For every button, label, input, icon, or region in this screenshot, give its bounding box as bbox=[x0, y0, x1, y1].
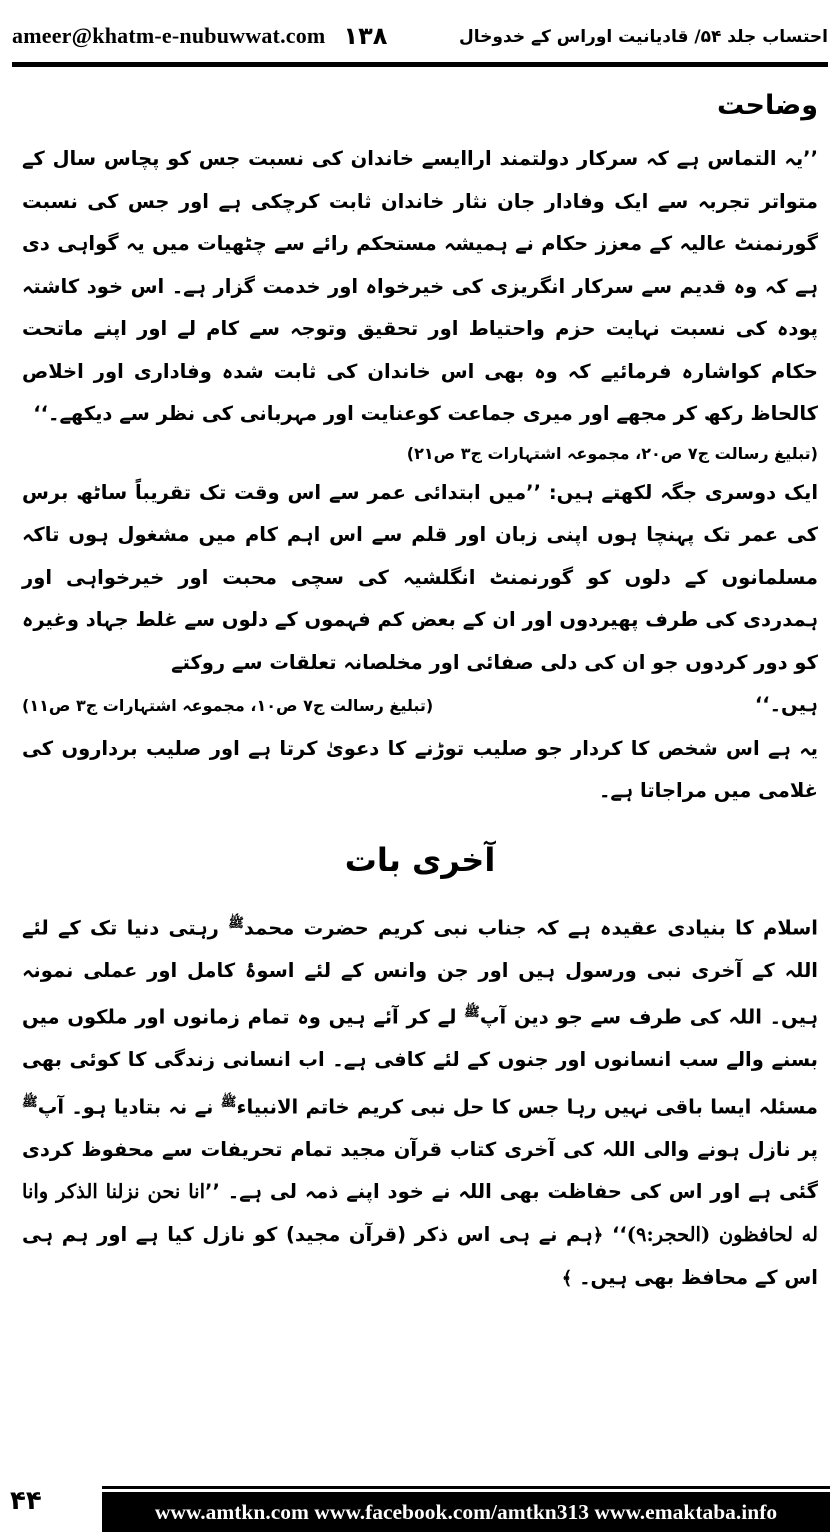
ornament-open: ﴿ bbox=[592, 1224, 604, 1246]
citation-row-2 bbox=[22, 684, 818, 728]
final-text-e: پر نازل ہونے والی اللہ کی آخری کتاب قرآن مجید تمام تحریفات سے محفوظ کردی گئی ہے اور اس کی حفاظت بھی اللہ نے خود اپنے ذمہ لی ہے۔ ’’ bbox=[22, 1137, 818, 1203]
citation-1: (تبلیغ رسالت ج۷ ص۲۰، مجموعہ اشتہارات ج۳ ص۲۱) bbox=[406, 443, 818, 463]
footer-links-bar bbox=[102, 1492, 830, 1532]
header-left-group bbox=[12, 22, 387, 50]
section-heading-wazahat: وضاحت bbox=[716, 90, 818, 121]
quote-close: ‘‘ bbox=[611, 1222, 627, 1246]
final-text-d: نے نہ بتادیا ہو۔ آپ bbox=[37, 1095, 214, 1118]
second-quote-paragraph: ایک دوسری جگہ لکھتے ہیں: ’’میں ابتدائی عمر سے اس وقت تک تقریباً ساٹھ برس کی عمر تک پہنچا ہوں اپنی زبان اور قلم سے اس اہم کام میں مشغول ہوں تاکہ مسلمانوں کے دلوں کو گورنمنٹ انگلشیہ کی سچی محبت اور خیرخواہی اور ہمدردی کی طرف پھیردوں اور ان کے بعض کم فہموں کے دلوں سے غلط جہاد وغیرہ کو دور کردوں جو ان کی دلی صفائی اور مخلصانہ تعلقات سے روکتے bbox=[22, 480, 818, 674]
ornament-close: ﴾ bbox=[561, 1268, 573, 1289]
final-paragraph bbox=[22, 903, 818, 1301]
quran-verse: انا نحن نزلنا الذکر وانا له لحافظون (الحجر:۹) bbox=[22, 1180, 819, 1246]
final-text-c: لے کر آئے ہیں وہ تمام زمانوں اور ملکوں میں بسنے والے سب انسانوں اور جنوں کے لئے کافی ہے۔ اب انسانی زندگی کا کوئی بھی مسئلہ ایسا باقی نہیں رہا جس کا حل نبی کریم خاتم الانبیاء bbox=[22, 1005, 819, 1118]
header-divider bbox=[12, 62, 828, 67]
section-heading-akhri-baat: آخری بات bbox=[344, 840, 496, 879]
citation-2: (تبلیغ رسالت ج۷ ص۱۰، مجموعہ اشتہارات ج۳ ص۱۱) bbox=[22, 696, 434, 715]
header-page-number: ۱۳۸ bbox=[343, 22, 388, 50]
pbuh-symbol: ﷺ bbox=[22, 1094, 38, 1110]
footer-rule bbox=[102, 1486, 830, 1489]
page-footer bbox=[10, 1486, 830, 1534]
pbuh-symbol: ﷺ bbox=[228, 915, 244, 931]
final-text-a: اسلام کا بنیادی عقیدہ ہے کہ جناب نبی کریم حضرت محمد bbox=[243, 916, 818, 939]
header-email: ameer@khatm-e-nubuwwat.com bbox=[12, 23, 326, 48]
quote-paragraph: ’’یہ التماس ہے کہ سرکار دولتمند اراایسے خاندان کی نسبت جس کو پچاس سال کے متواتر تجربہ سے ایک وفادار جان نثار خاندان ثابت کرچکی ہے اور جس کی نسبت گورنمنٹ عالیہ کے معزز حکام نے ہمیشہ مستحکم رائے سے چٹھیات میں یہ گواہی دی ہے کہ وہ قدیم سے سرکار انگریزی کی خیرخواہ اور خدمت گزار ہے۔ اس خود کاشتہ پودہ کی نسبت نہایت حزم واحتیاط اور تحقیق وتوجہ سے کام لے اور اپنے ماتحت حکام کواشارہ فرمائیے کہ وہ بھی اس خاندان کی ثابت شدہ وفاداری اور اخلاص کالحاظ رکھ کر مجھے اور میری جماعت کوعنایت اور مہربانی کی نظر سے دیکھے۔‘‘ bbox=[22, 147, 818, 425]
verse-translation: ہم نے ہی اس ذکر (قرآن مجید) کو نازل کیا ہے اور ہم ہی اس کے محافظ بھی ہیں۔ bbox=[22, 1222, 818, 1289]
footer-links: www.amtkn.com www.facebook.com/amtkn313 www.emaktaba.info bbox=[154, 1499, 778, 1524]
quote-ending: ہیں۔‘‘ bbox=[754, 693, 818, 716]
page-header bbox=[12, 14, 828, 58]
pbuh-symbol: ﷺ bbox=[220, 1094, 237, 1110]
header-book-title: احتساب جلد ۵۴/ قادیانیت اوراس کے خدوخال bbox=[459, 26, 828, 47]
page-body bbox=[22, 78, 818, 1301]
conclusion-paragraph: یہ ہے اس شخص کا کردار جو صلیب توڑنے کا دعویٰ کرتا ہے اور صلیب برداروں کی غلامی میں مراجاتا ہے۔ bbox=[22, 736, 818, 802]
footer-page-number: ۴۴ bbox=[10, 1486, 42, 1516]
pbuh-symbol: ﷺ bbox=[464, 1005, 480, 1020]
final-text-b: رہتی دنیا تک کے لئے اللہ کے آخری نبی ورسول ہیں اور جن وانس کے لئے اسوۂ کامل اور عملی نمونہ ہیں۔ اللہ کی طرف سے جو دین آپ bbox=[22, 916, 818, 1029]
